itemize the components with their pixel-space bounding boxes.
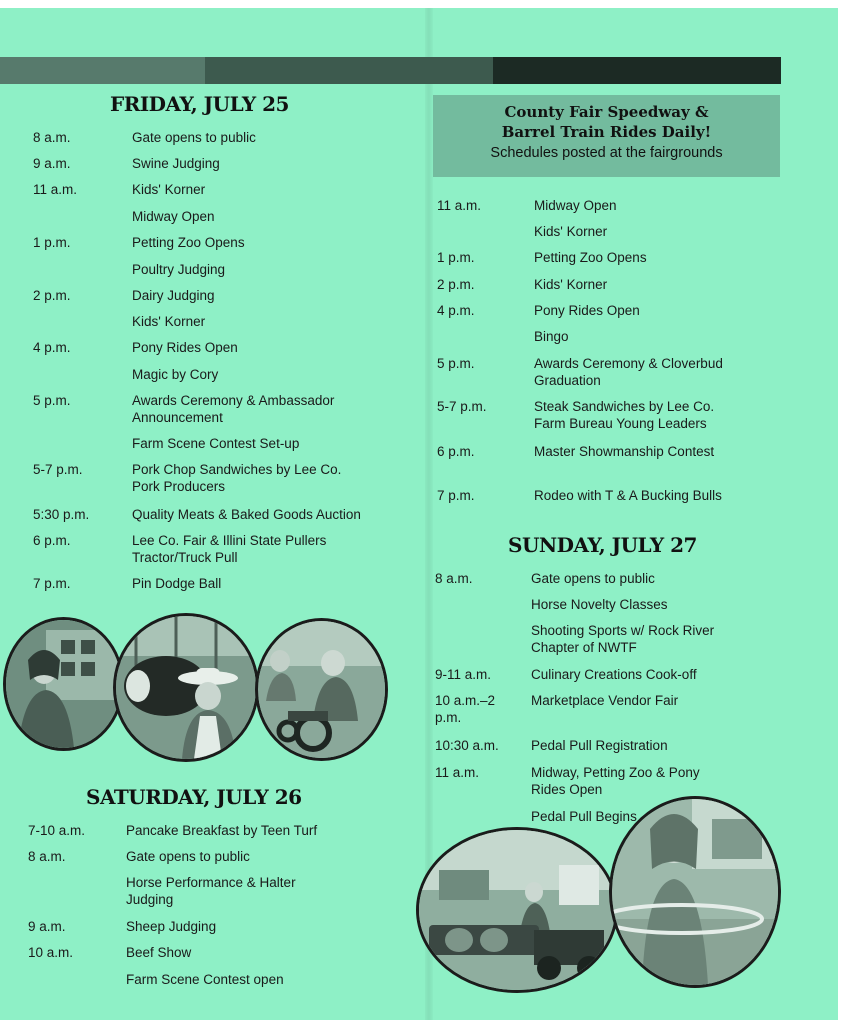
event-name: Gate opens to public [126,849,250,864]
event-time: 6 p.m. [33,533,71,548]
event-name: Sheep Judging [126,919,217,934]
event-name: Rodeo with T & A Bucking Bulls [534,488,722,503]
event-name: Horse Performance & Halter Judging [126,875,296,907]
event-name: Midway Open [534,198,617,213]
event-name: Farm Scene Contest Set-up [132,436,300,451]
event-name: Master Showmanship Contest [534,444,715,459]
event-time: 7 p.m. [437,488,475,503]
event-time: 4 p.m. [33,340,71,355]
event-name: Kids' Korner [534,224,608,239]
event-name: Pedal Pull Begins [531,809,637,824]
event-time: 9 a.m. [28,919,66,934]
event-name: Kids' Korner [132,182,206,197]
saturday-title: SATURDAY, JULY 26 [86,785,302,809]
event-name: Pedal Pull Registration [531,738,668,753]
event-time: 8 a.m. [28,849,66,864]
photo-kids-pedal-tractor [255,618,388,761]
photo-boy-with-cow [113,613,259,762]
event-name: Kids' Korner [534,277,608,292]
header-bar-mid [205,57,493,84]
header-bar-dark [493,57,781,84]
event-time: 9-11 a.m. [435,667,492,682]
event-time: 9 a.m. [33,156,71,171]
event-name: Petting Zoo Opens [132,235,245,250]
sunday-title: SUNDAY, JULY 27 [508,533,697,557]
event-time: 5 p.m. [437,356,475,371]
event-name: Pork Chop Sandwiches by Lee Co. Pork Producers [132,462,342,494]
event-time: 11 a.m. [33,182,78,197]
event-time: 5:30 p.m. [33,507,90,522]
event-name: Pancake Breakfast by Teen Turf [126,823,318,838]
event-name: Pony Rides Open [534,303,640,318]
event-name: Midway, Petting Zoo & Pony Rides Open [531,765,700,797]
event-name: Pony Rides Open [132,340,238,355]
event-time: 5-7 p.m. [33,462,83,477]
event-name: Marketplace Vendor Fair [531,693,679,708]
event-name: Beef Show [126,945,192,960]
event-name: Magic by Cory [132,367,219,382]
event-time: 5-7 p.m. [437,399,487,414]
speedway-banner [433,95,780,177]
photo-girl-hula-hoop [609,796,781,988]
event-name: Pin Dodge Ball [132,576,222,591]
event-time: 8 a.m. [435,571,473,586]
event-time: 7-10 a.m. [28,823,86,838]
event-name: Gate opens to public [132,130,256,145]
event-time: 11 a.m. [437,198,482,213]
event-time: 11 a.m. [435,765,480,780]
header-bar-light [0,57,205,84]
banner-line-3: Schedules posted at the fairgrounds [490,145,723,161]
event-name: Shooting Sports w/ Rock River Chapter of NWTF [531,623,715,655]
event-name: Swine Judging [132,156,220,171]
event-name: Farm Scene Contest open [126,972,284,987]
banner-line-2: Barrel Train Rides Daily! [501,123,712,141]
event-time: 8 a.m. [33,130,71,145]
event-name: Horse Novelty Classes [531,597,668,612]
event-name: Gate opens to public [531,571,655,586]
friday-title: FRIDAY, JULY 25 [110,92,289,116]
event-name: Awards Ceremony & Ambassador Announcement [132,393,335,425]
event-time: 6 p.m. [437,444,475,459]
photo-barrel-train [416,827,618,993]
event-time: 10 a.m. [28,945,74,960]
event-name: Culinary Creations Cook-off [531,667,697,682]
event-name: Petting Zoo Opens [534,250,647,265]
event-time: 5 p.m. [33,393,71,408]
event-time: 2 p.m. [33,288,71,303]
event-name: Midway Open [132,209,215,224]
event-time: 1 p.m. [437,250,475,265]
event-name: Steak Sandwiches by Lee Co. Farm Bureau Young Leaders [534,399,715,431]
event-name: Poultry Judging [132,262,226,277]
event-name: Lee Co. Fair & Illini State Pullers Tractor/Truck Pull [132,533,327,565]
event-name: Awards Ceremony & Cloverbud Graduation [534,356,723,388]
event-time: 10 a.m.–2 p.m. [435,693,496,725]
event-time: 2 p.m. [437,277,475,292]
photo-woman-vendor [3,617,124,751]
event-time: 4 p.m. [437,303,475,318]
event-time: 10:30 a.m. [435,738,499,753]
event-time: 1 p.m. [33,235,71,250]
event-time: 7 p.m. [33,576,71,591]
event-name: Kids' Korner [132,314,206,329]
event-name: Quality Meats & Baked Goods Auction [132,507,361,522]
event-name: Dairy Judging [132,288,215,303]
banner-line-1: County Fair Speedway & [504,103,709,121]
event-name: Bingo [534,329,569,344]
